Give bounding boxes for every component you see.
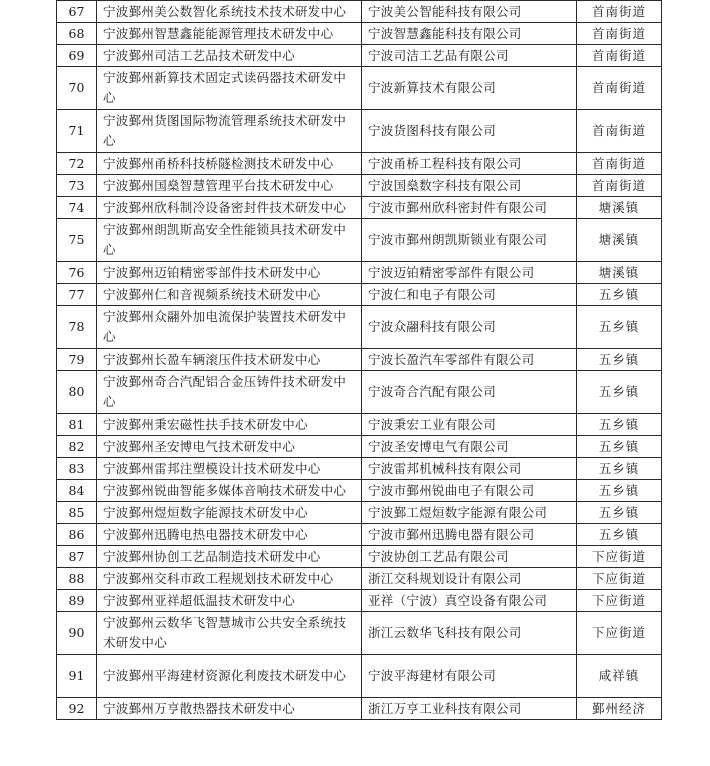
table-row <box>57 153 662 175</box>
table-row <box>57 349 662 371</box>
rd-center-name: 宁波鄞州秉宏磁性扶手技术研发中心 <box>97 414 362 436</box>
rd-center-name: 宁波鄞州货图国际物流管理系统技术研发中心 <box>97 110 362 153</box>
table-row <box>57 306 662 349</box>
street-name: 塘溪镇 <box>577 219 662 262</box>
company-name: 亚祥（宁波）真空设备有限公司 <box>362 590 577 612</box>
company-name: 宁波新算技术有限公司 <box>362 67 577 110</box>
table-row <box>57 219 662 262</box>
table-row <box>57 458 662 480</box>
table-row <box>57 284 662 306</box>
street-name: 鄞州经济 <box>577 698 662 720</box>
street-name: 五乡镇 <box>577 414 662 436</box>
rd-center-name: 宁波鄞州交科市政工程规划技术研发中心 <box>97 568 362 590</box>
company-name: 宁波甬桥工程科技有限公司 <box>362 153 577 175</box>
street-name: 五乡镇 <box>577 436 662 458</box>
rd-center-name: 宁波鄞州迅腾电热电器技术研发中心 <box>97 524 362 546</box>
rd-center-name: 宁波鄞州智慧鑫能能源管理技术研发中心 <box>97 23 362 45</box>
table-row <box>57 197 662 219</box>
table-row <box>57 1 662 23</box>
company-name: 宁波仁和电子有限公司 <box>362 284 577 306</box>
street-name: 首南街道 <box>577 153 662 175</box>
street-name: 下应街道 <box>577 612 662 655</box>
table-row <box>57 655 662 698</box>
row-number: 72 <box>57 153 97 175</box>
rd-center-name: 宁波鄞州欣科制冷设备密封件技术研发中心 <box>97 197 362 219</box>
row-number: 77 <box>57 284 97 306</box>
street-name: 首南街道 <box>577 45 662 67</box>
company-name: 宁波智慧鑫能科技有限公司 <box>362 23 577 45</box>
company-name: 宁波市鄞州朗凯斯锁业有限公司 <box>362 219 577 262</box>
rd-center-name: 宁波鄞州雷邦注塑模设计技术研发中心 <box>97 458 362 480</box>
row-number: 78 <box>57 306 97 349</box>
street-name: 首南街道 <box>577 67 662 110</box>
company-name: 宁波雷邦机械科技有限公司 <box>362 458 577 480</box>
table-row <box>57 698 662 720</box>
table-row <box>57 175 662 197</box>
rd-center-name: 宁波鄞州美公数智化系统技术技术研发中心 <box>97 1 362 23</box>
rd-center-name: 宁波鄞州甬桥科技桥隧检测技术研发中心 <box>97 153 362 175</box>
rd-center-name: 宁波鄞州众翮外加电流保护装置技术研发中心 <box>97 306 362 349</box>
table-row <box>57 67 662 110</box>
row-number: 69 <box>57 45 97 67</box>
row-number: 67 <box>57 1 97 23</box>
company-name: 宁波奇合汽配有限公司 <box>362 371 577 414</box>
rd-center-name: 宁波鄞州朗凯斯高安全性能锁具技术研发中心 <box>97 219 362 262</box>
company-name: 宁波货图科技有限公司 <box>362 110 577 153</box>
table-row <box>57 590 662 612</box>
rd-center-name: 宁波鄞州奇合汽配铝合金压铸件技术研发中心 <box>97 371 362 414</box>
row-number: 83 <box>57 458 97 480</box>
table-row <box>57 23 662 45</box>
rd-center-name: 宁波鄞州国燊智慧管理平台技术研发中心 <box>97 175 362 197</box>
company-name: 宁波平海建材有限公司 <box>362 655 577 698</box>
company-name: 宁波美公智能科技有限公司 <box>362 1 577 23</box>
company-name: 宁波秉宏工业有限公司 <box>362 414 577 436</box>
street-name: 下应街道 <box>577 590 662 612</box>
table-row <box>57 110 662 153</box>
row-number: 88 <box>57 568 97 590</box>
rd-center-table <box>56 0 662 720</box>
street-name: 首南街道 <box>577 23 662 45</box>
company-name: 宁波协创工艺品有限公司 <box>362 546 577 568</box>
row-number: 89 <box>57 590 97 612</box>
street-name: 五乡镇 <box>577 306 662 349</box>
row-number: 84 <box>57 480 97 502</box>
table-container <box>56 0 661 720</box>
table-row <box>57 568 662 590</box>
table-row <box>57 502 662 524</box>
row-number: 73 <box>57 175 97 197</box>
street-name: 五乡镇 <box>577 371 662 414</box>
table-row <box>57 546 662 568</box>
company-name: 宁波众翮科技有限公司 <box>362 306 577 349</box>
table-row <box>57 524 662 546</box>
table-row <box>57 414 662 436</box>
table-row <box>57 45 662 67</box>
company-name: 宁波市鄞州欣科密封件有限公司 <box>362 197 577 219</box>
rd-center-name: 宁波鄞州圣安博电气技术研发中心 <box>97 436 362 458</box>
row-number: 87 <box>57 546 97 568</box>
company-name: 宁波圣安博电气有限公司 <box>362 436 577 458</box>
company-name: 宁波国燊数字科技有限公司 <box>362 175 577 197</box>
street-name: 下应街道 <box>577 546 662 568</box>
street-name: 五乡镇 <box>577 349 662 371</box>
row-number: 82 <box>57 436 97 458</box>
rd-center-name: 宁波鄞州平海建材资源化利废技术研发中心 <box>97 655 362 698</box>
company-name: 宁波迈铂精密零部件有限公司 <box>362 262 577 284</box>
table-row <box>57 371 662 414</box>
street-name: 咸祥镇 <box>577 655 662 698</box>
row-number: 85 <box>57 502 97 524</box>
company-name: 浙江云数华飞科技有限公司 <box>362 612 577 655</box>
row-number: 91 <box>57 655 97 698</box>
rd-center-name: 宁波鄞州司洁工艺品技术研发中心 <box>97 45 362 67</box>
company-name: 宁波鄞工煜烜数字能源有限公司 <box>362 502 577 524</box>
row-number: 71 <box>57 110 97 153</box>
rd-center-name: 宁波鄞州新算技术固定式读码器技术研发中心 <box>97 67 362 110</box>
row-number: 70 <box>57 67 97 110</box>
street-name: 五乡镇 <box>577 524 662 546</box>
row-number: 74 <box>57 197 97 219</box>
rd-center-name: 宁波鄞州云数华飞智慧城市公共安全系统技术研发中心 <box>97 612 362 655</box>
rd-center-name: 宁波鄞州亚祥超低温技术研发中心 <box>97 590 362 612</box>
table-row <box>57 436 662 458</box>
company-name: 宁波市鄞州迅腾电器有限公司 <box>362 524 577 546</box>
street-name: 五乡镇 <box>577 502 662 524</box>
rd-center-name: 宁波鄞州长盈车辆滚压件技术研发中心 <box>97 349 362 371</box>
row-number: 76 <box>57 262 97 284</box>
company-name: 宁波司洁工艺品有限公司 <box>362 45 577 67</box>
row-number: 81 <box>57 414 97 436</box>
table-row <box>57 480 662 502</box>
rd-center-name: 宁波鄞州煜烜数字能源技术研发中心 <box>97 502 362 524</box>
row-number: 80 <box>57 371 97 414</box>
rd-center-name: 宁波鄞州仁和音视频系统技术研发中心 <box>97 284 362 306</box>
row-number: 79 <box>57 349 97 371</box>
row-number: 75 <box>57 219 97 262</box>
street-name: 五乡镇 <box>577 480 662 502</box>
table-row <box>57 612 662 655</box>
company-name: 宁波长盈汽车零部件有限公司 <box>362 349 577 371</box>
rd-center-name: 宁波鄞州万亨散热器技术研发中心 <box>97 698 362 720</box>
row-number: 86 <box>57 524 97 546</box>
rd-center-name: 宁波鄞州协创工艺品制造技术研发中心 <box>97 546 362 568</box>
rd-center-name: 宁波鄞州迈铂精密零部件技术研发中心 <box>97 262 362 284</box>
street-name: 塘溪镇 <box>577 262 662 284</box>
row-number: 92 <box>57 698 97 720</box>
street-name: 下应街道 <box>577 568 662 590</box>
row-number: 68 <box>57 23 97 45</box>
street-name: 五乡镇 <box>577 458 662 480</box>
street-name: 首南街道 <box>577 1 662 23</box>
street-name: 首南街道 <box>577 175 662 197</box>
street-name: 首南街道 <box>577 110 662 153</box>
table-row <box>57 262 662 284</box>
rd-center-name: 宁波鄞州锐曲智能多媒体音响技术研发中心 <box>97 480 362 502</box>
table-body <box>57 1 662 720</box>
company-name: 浙江万亨工业科技有限公司 <box>362 698 577 720</box>
company-name: 宁波市鄞州锐曲电子有限公司 <box>362 480 577 502</box>
company-name: 浙江交科规划设计有限公司 <box>362 568 577 590</box>
street-name: 五乡镇 <box>577 284 662 306</box>
street-name: 塘溪镇 <box>577 197 662 219</box>
row-number: 90 <box>57 612 97 655</box>
